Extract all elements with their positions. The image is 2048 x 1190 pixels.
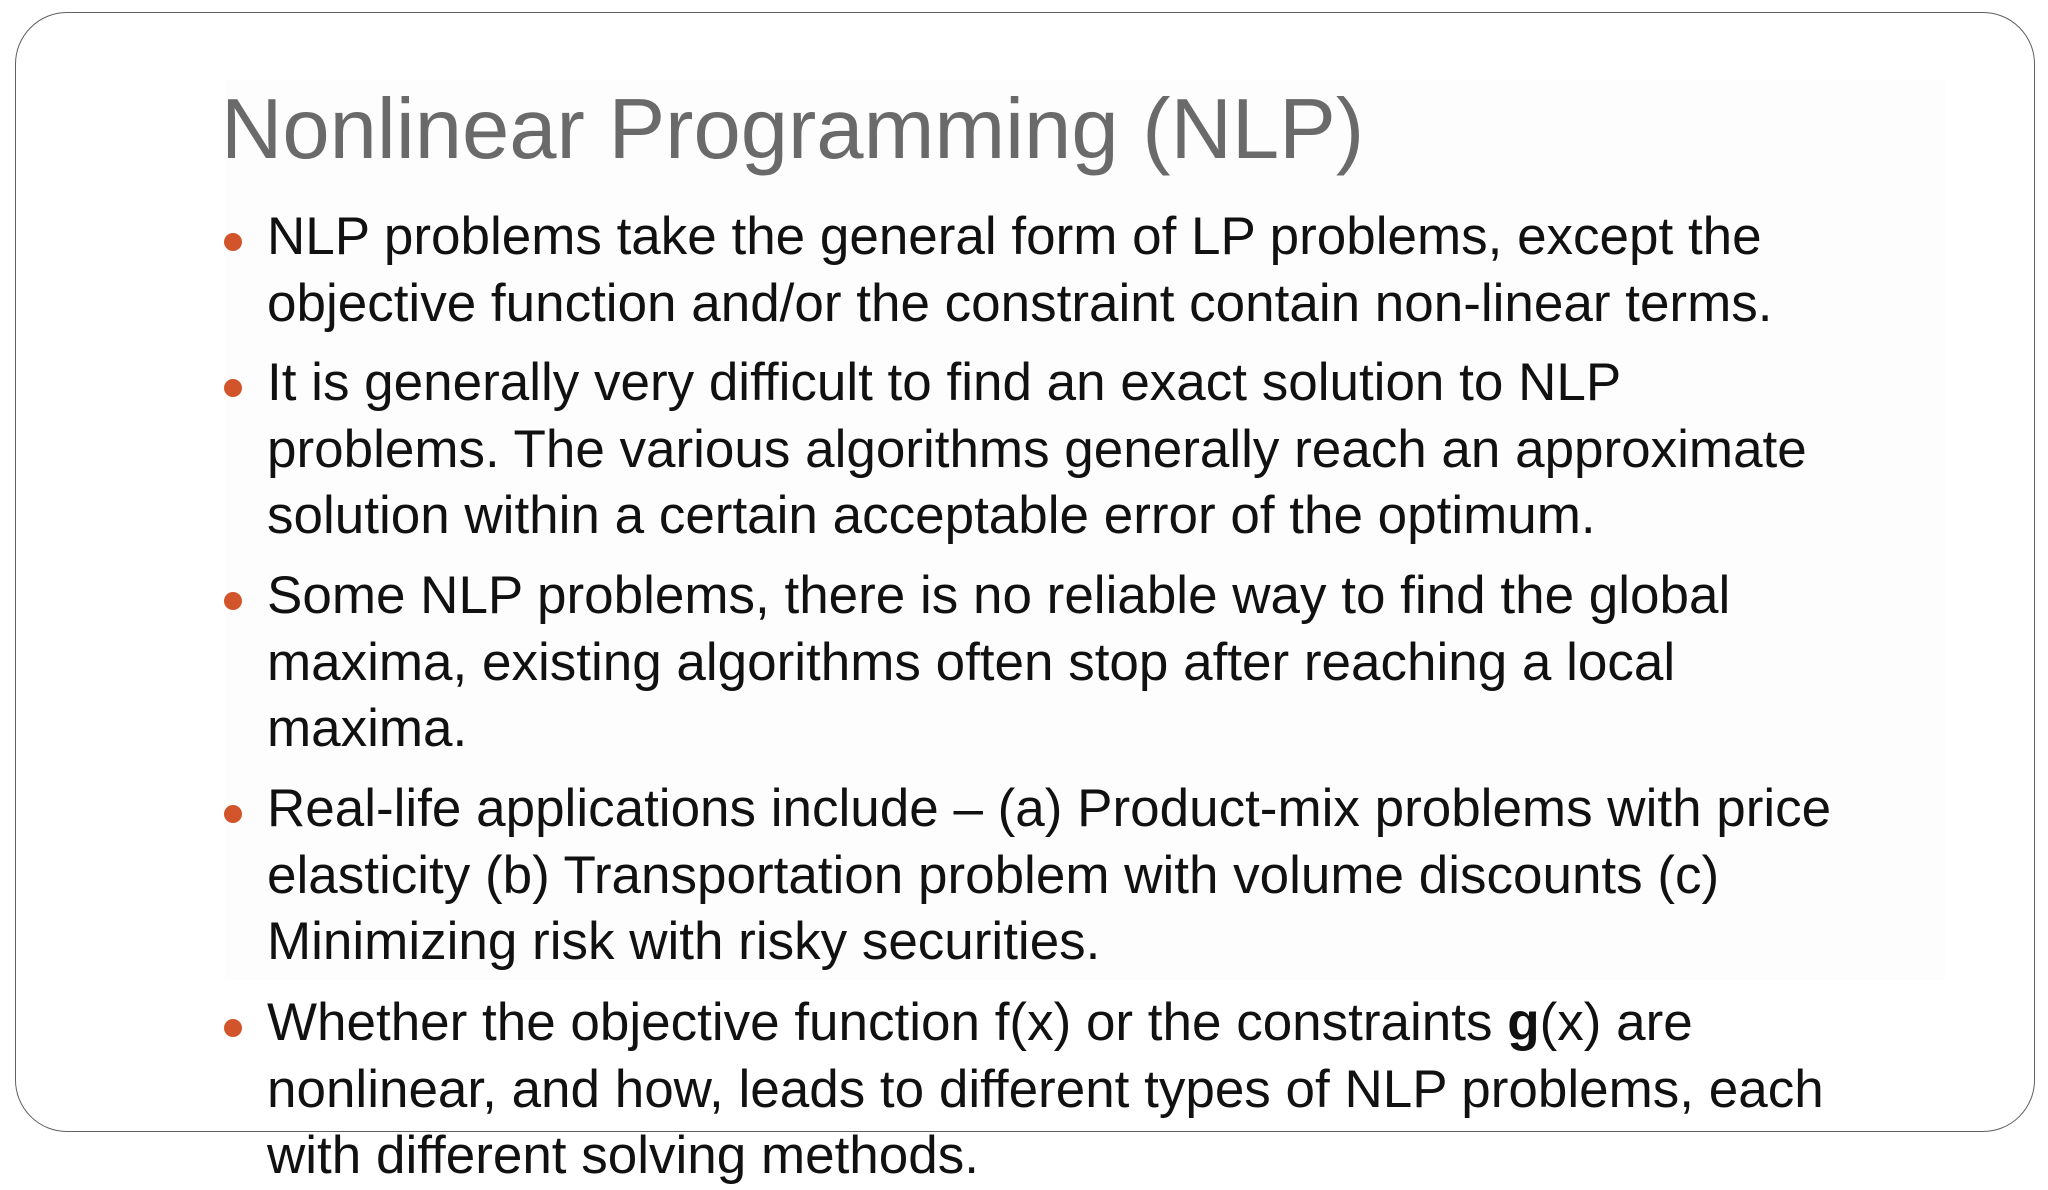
bullet-item (224, 990, 1964, 1190)
slide-title: Nonlinear Programming (NLP) (221, 82, 1365, 177)
bullet-text (267, 990, 1964, 1190)
bullet-text: Real-life applications include – (a) Product-mix problems with price elasticity (b) Transportation problem with volume discounts (c) Minimizing risk with risky securities. (267, 779, 1832, 971)
bullet-text: It is generally very difficult to find an exact solution to NLP problems. The various algorithms generally reach an approximate solution within a certain acceptable error of the optimum. (267, 353, 1807, 545)
bullet-dot-icon (224, 233, 242, 251)
bullet-text-part: (x) are nonlinear, and how, leads to different types of NLP problems, each with different solving methods. (267, 993, 1824, 1185)
bullet-text: Some NLP problems, there is no reliable way to find the global maxima, existing algorithms often stop after reaching a local maxima. (267, 566, 1731, 758)
bullet-item (224, 563, 1964, 763)
bullet-item (224, 350, 1964, 550)
bullet-dot-icon (224, 379, 242, 397)
bullet-text: NLP problems take the general form of LP problems, except the objective function and/or the constraint contain non-linear terms. (267, 207, 1773, 333)
bullet-dot-icon (224, 592, 242, 610)
bullet-item (224, 776, 1964, 976)
bold-vector-g: g (1507, 993, 1540, 1052)
bullet-dot-icon (224, 805, 242, 823)
bullet-text-part: Whether the objective function f(x) or the constraints (267, 993, 1508, 1052)
bullet-item (224, 204, 1964, 337)
bullet-dot-icon (224, 1019, 242, 1037)
